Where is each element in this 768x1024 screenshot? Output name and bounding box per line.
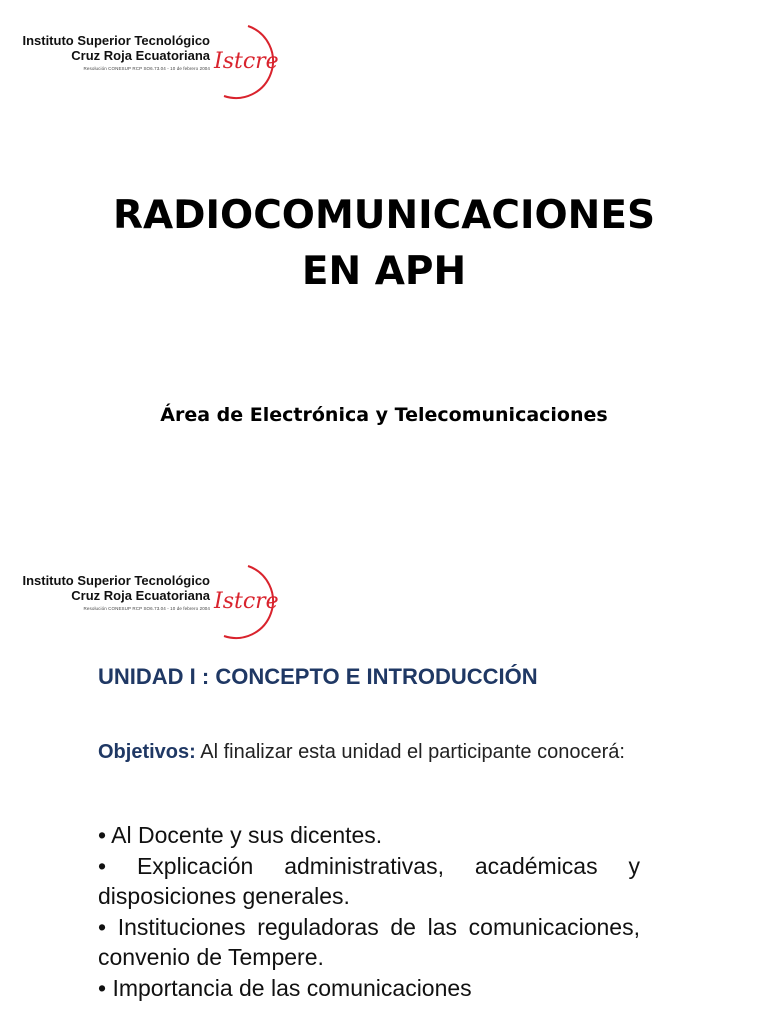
objectives-list	[98, 820, 640, 1003]
main-title	[0, 188, 768, 300]
logo-text	[14, 34, 210, 71]
objectives-paragraph	[98, 738, 640, 766]
logo-mark-text: Istcre	[214, 589, 279, 614]
main-title-line2: EN APH	[301, 249, 467, 294]
institute-logo	[14, 22, 282, 102]
istcre-logo-icon	[204, 22, 282, 102]
content-slide	[0, 530, 768, 1024]
istcre-logo-icon	[204, 562, 282, 642]
logo-institute-name: Instituto Superior Tecnológico	[22, 573, 210, 588]
list-item: • Instituciones reguladoras de las comunicaciones, convenio de Tempere.	[98, 913, 640, 970]
objectives-label: Objetivos:	[98, 741, 196, 763]
logo-organization-name: Cruz Roja Ecuatoriana	[71, 587, 210, 603]
list-item: • Al Docente y sus dicentes.	[98, 822, 383, 848]
logo-institute-name: Instituto Superior Tecnológico	[22, 33, 210, 48]
main-title-line1: RADIOCOMUNICACIONES	[112, 193, 656, 238]
unit-heading: UNIDAD I : CONCEPTO E INTRODUCCIÓN	[98, 664, 538, 689]
logo-resolution-text: Resolución CONESUP RCP SO6.73.04 - 10 de febrero 2004	[83, 65, 210, 71]
list-item: • Importancia de las comunicaciones	[98, 974, 472, 1001]
objectives-text: Al finalizar esta unidad el participante conocerá:	[195, 741, 625, 763]
logo-organization-name: Cruz Roja Ecuatoriana	[71, 47, 210, 63]
institute-logo	[14, 562, 282, 642]
logo-resolution-text: Resolución CONESUP RCP SO6.73.04 - 10 de febrero 2004	[83, 605, 210, 611]
subtitle: Área de Electrónica y Telecomunicaciones	[160, 404, 608, 426]
logo-text	[14, 574, 210, 611]
logo-mark-text: Istcre	[214, 49, 279, 74]
list-item: • Explicación administrativas, académicas y disposiciones generales.	[98, 852, 640, 909]
